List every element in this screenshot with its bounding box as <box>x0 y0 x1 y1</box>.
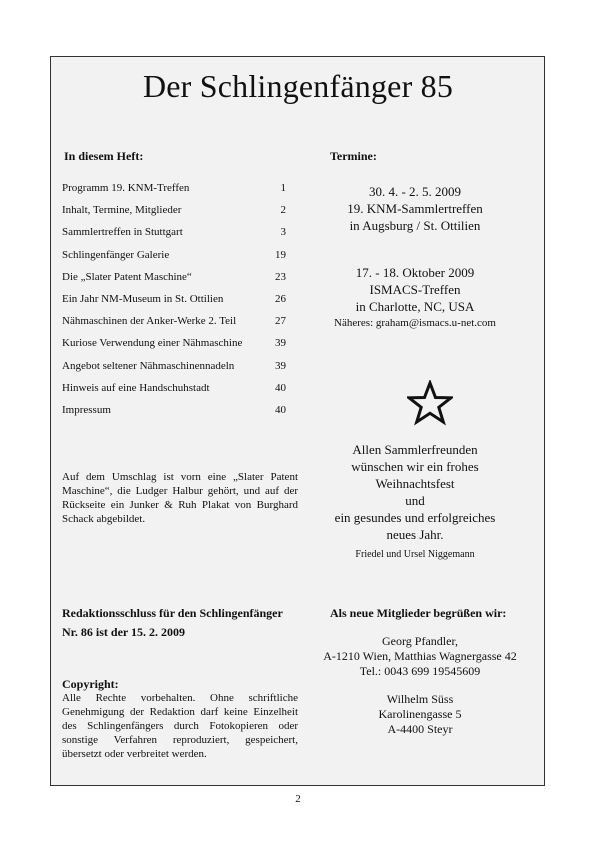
copyright-text: Alle Rechte vorbehalten. Ohne schriftliche Genehmigung der Redaktion darf keine Einzelheit des Schlingenfängers durch Fotokopieren oder sonstige Verfahren reproduziert, gespeichert, übersetzt oder verbreitet werden. <box>62 692 298 760</box>
toc-row <box>62 249 286 261</box>
toc-label: Schlingenfänger Galerie <box>62 248 170 261</box>
event2-name: ISMACS-Treffen <box>369 282 461 297</box>
star-icon <box>407 380 453 426</box>
toc-label: Inhalt, Termine, Mitglieder <box>62 204 182 217</box>
greeting-line: neues Jahr. <box>386 527 444 542</box>
toc-row <box>62 315 286 327</box>
event1-place: in Augsburg / St. Ottilien <box>349 218 481 233</box>
toc-page: 19 <box>275 248 286 261</box>
event1 <box>310 183 520 234</box>
event1-date: 30. 4. - 2. 5. 2009 <box>368 184 462 199</box>
greeting <box>310 441 520 543</box>
member1 <box>305 634 535 679</box>
greeting-line: Weihnachtsfest <box>375 476 455 491</box>
toc-row <box>62 360 286 372</box>
toc-page: 26 <box>275 293 286 305</box>
toc-row <box>62 204 286 216</box>
contents-heading: In diesem Heft: <box>64 149 144 163</box>
greeting-line: Allen Sammlerfreunden <box>352 442 478 457</box>
member2 <box>305 692 535 737</box>
greeting-line: ein gesundes und erfolgreiches <box>334 510 496 525</box>
deadline-line1: Redaktionsschluss für den Schlingenfänger <box>62 606 283 620</box>
member2-street: Karolinengasse 5 <box>378 707 462 721</box>
toc-row <box>62 271 286 283</box>
toc-label: Angebot seltener Nähmaschinennadeln <box>62 359 235 372</box>
event2 <box>310 264 520 315</box>
toc-row <box>62 404 286 416</box>
greeting-line: und <box>405 493 425 508</box>
page-number: 2 <box>295 793 301 805</box>
deadline-line2: Nr. 86 ist der 15. 2. 2009 <box>62 625 185 639</box>
toc-label: Ein Jahr NM-Museum in St. Ottilien <box>62 293 224 305</box>
copyright-heading: Copyright: <box>62 677 119 691</box>
toc-page: 2 <box>280 204 286 217</box>
toc-label: Hinweis auf eine Handschuhstadt <box>62 381 210 394</box>
toc-page: 39 <box>275 359 286 372</box>
greeting-line: wünschen wir ein frohes <box>351 459 479 474</box>
toc-label: Sammlertreffen in Stuttgart <box>62 226 183 239</box>
toc-row <box>62 293 286 305</box>
toc-page: 39 <box>275 337 286 350</box>
toc-page: 40 <box>275 381 286 394</box>
toc-page: 27 <box>275 315 286 328</box>
greeting-signature: Friedel und Ursel Niggemann <box>355 549 475 560</box>
termine-heading: Termine: <box>330 149 377 163</box>
event2-contact: Näheres: graham@ismacs.u-net.com <box>334 317 496 329</box>
newsletter-title: Der Schlingenfänger 85 <box>142 68 454 104</box>
cover-note: Auf dem Umschlag ist vorn eine „Slater Patent Maschine“, die Ludger Halbur gehört, und auf der Rückseite ein Junker & Ruh Plakat von Burghard Schack abgebildet. <box>62 471 298 525</box>
member1-phone: Tel.: 0043 699 19545609 <box>359 664 481 678</box>
member1-address: A-1210 Wien, Matthias Wagnergasse 42 <box>323 649 517 663</box>
member2-city: A-4400 Steyr <box>387 722 453 736</box>
toc-label: Kuriose Verwendung einer Nähmaschine <box>62 337 243 350</box>
toc-page: 40 <box>275 404 286 416</box>
event2-place: in Charlotte, NC, USA <box>355 299 475 314</box>
event2-date: 17. - 18. Oktober 2009 <box>355 265 475 280</box>
member2-name: Wilhelm Süss <box>386 692 454 706</box>
toc-label: Impressum <box>62 404 111 416</box>
toc-row <box>62 337 286 349</box>
toc-row <box>62 182 286 194</box>
toc-label: Nähmaschinen der Anker-Werke 2. Teil <box>62 315 237 328</box>
toc-page: 23 <box>275 270 286 283</box>
toc-page: 3 <box>280 226 286 239</box>
members-heading: Als neue Mitglieder begrüßen wir: <box>330 606 507 620</box>
toc-label: Programm 19. KNM-Treffen <box>62 182 190 194</box>
toc-row <box>62 382 286 394</box>
toc-label: Die „Slater Patent Maschine“ <box>62 270 192 283</box>
toc-row <box>62 226 286 238</box>
event1-name: 19. KNM-Sammlertreffen <box>347 201 483 216</box>
toc-page: 1 <box>280 182 286 194</box>
member1-name: Georg Pfandler, <box>382 634 458 648</box>
